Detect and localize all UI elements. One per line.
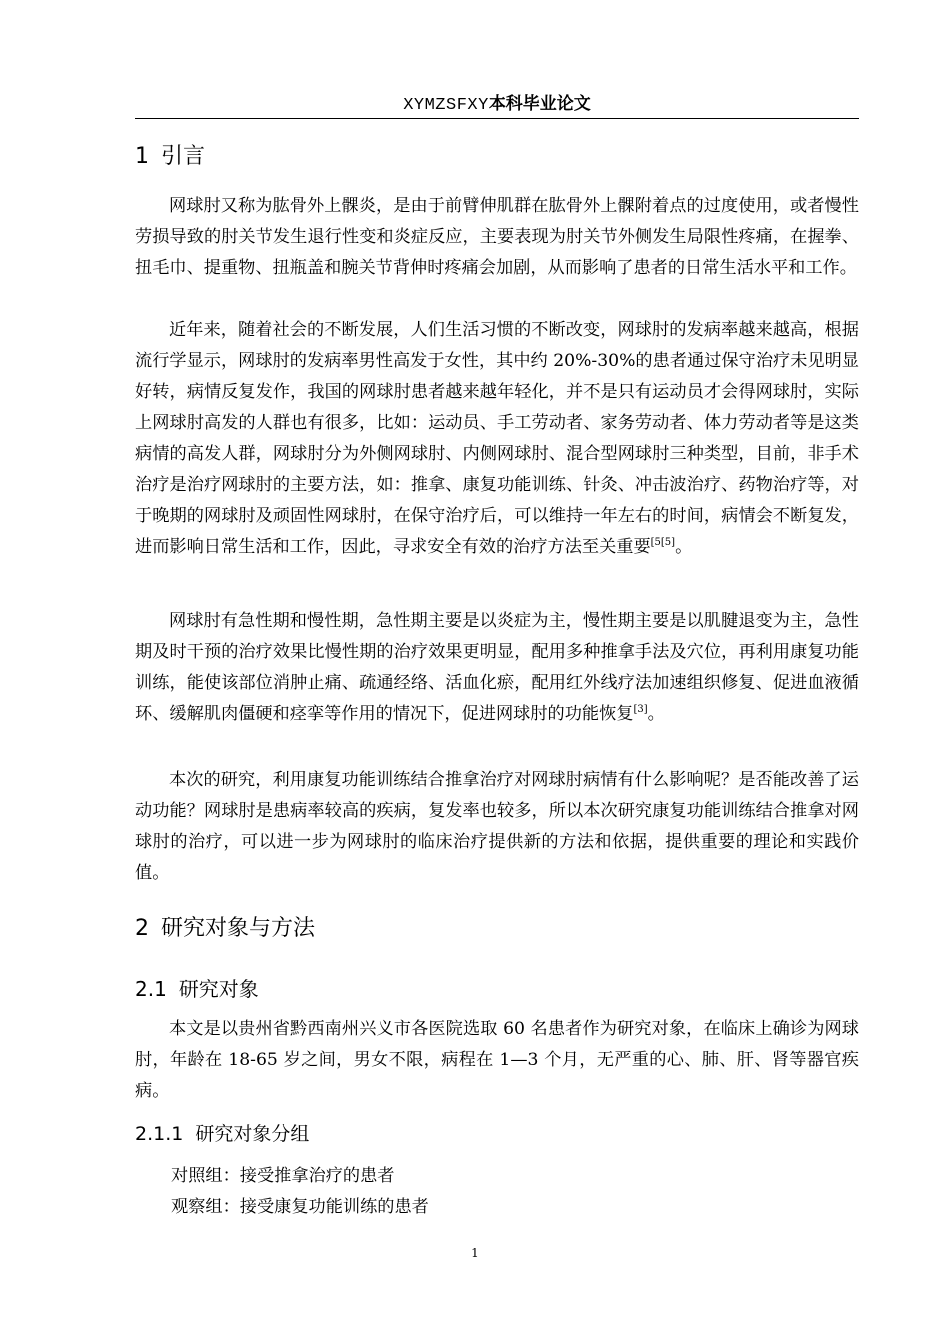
section-1-heading — [135, 142, 205, 172]
paragraph-intro-1: 网球肘又称为肱骨外上髁炎，是由于前臂伸肌群在肱骨外上髁附着点的过度使用，或者慢性劳损导致的肘关节发生退行性变和炎症反应，主要表现为肘关节外侧发生局限性疼痛，在握拳、扭毛巾、提重物、扭瓶盖和腕关节背伸时疼痛会加剧，从而影响了患者的日常生活水平和工作。 — [135, 196, 859, 278]
header-doc-type: 本科毕业论文 — [488, 94, 591, 114]
section-2-1-1-heading — [135, 1121, 309, 1147]
page-header — [135, 92, 859, 118]
paragraph-intro-3 — [135, 606, 859, 730]
section-title: 研究对象分组 — [195, 1123, 310, 1145]
header-rule — [135, 118, 859, 119]
section-title: 研究对象与方法 — [161, 916, 316, 941]
paragraph-subjects: 本文是以贵州省黔西南州兴义市各医院选取 60 名患者作为研究对象，在临床上确诊为网球肘，年龄在 18-65 岁之间，男女不限，病程在 1—3 个月，无严重的心、肺、肝、肾等器官疾病。 — [135, 1019, 859, 1101]
section-number: 2.1.1 — [135, 1123, 184, 1145]
citation-ref: [5[5] — [650, 537, 676, 548]
section-number: 1 — [135, 144, 149, 169]
section-2-heading — [135, 914, 315, 944]
section-number: 2.1 — [135, 977, 167, 1001]
paragraph-text: 网球肘有急性期和慢性期，急性期主要是以炎症为主，慢性期主要是以肌腱退变为主，急性期及时干预的治疗效果比慢性期的治疗效果更明显，配用多种推拿手法及穴位，再利用康复功能训练，能使该部位消肿止痛、疏通经络、活血化瘀，配用红外线疗法加速组织修复、促进血液循环、缓解肌肉僵硬和痉挛等作用的情况下，促进网球肘的功能恢复 — [135, 611, 859, 724]
page-number: 1 — [471, 1246, 479, 1260]
control-group-line: 对照组：接受推拿治疗的患者 — [171, 1166, 395, 1186]
section-2-1-heading — [135, 975, 259, 1003]
header-school-code: XYMZSFXY — [403, 96, 489, 115]
paragraph-intro-4: 本次的研究，利用康复功能训练结合推拿治疗对网球肘病情有什么影响呢？是否能改善了运动功能？网球肘是患病率较高的疾病，复发率也较多，所以本次研究康复功能训练结合推拿对网球肘的治疗，可以进一步为网球肘的临床治疗提供新的方法和依据，提供重要的理论和实践价值。 — [135, 770, 859, 883]
paragraph-end: 。 — [675, 537, 693, 557]
paragraph-text: 近年来，随着社会的不断发展，人们生活习惯的不断改变，网球肘的发病率越来越高，根据流行学显示，网球肘的发病率男性高发于女性，其中约 20%-30%的患者通过保守治疗未见明显好转，病情反复发作，我国的网球肘患者越来越年轻化，并不是只有运动员才会得网球肘，实际上网球肘高发的人群也有很多，比如：运动员、手工劳动者、家务劳动者、体力劳动者等是这类病情的高发人群，网球肘分为外侧网球肘、内侧网球肘、混合型网球肘三种类型，目前，非手术治疗是治疗网球肘的主要方法，如：推拿、康复功能训练、针灸、冲击波治疗、药物治疗等，对于晚期的网球肘及顽固性网球肘，在保守治疗后，可以维持一年左右的时间，病情会不断复发，进而影响日常生活和工作，因此，寻求安全有效的治疗方法至关重要 — [135, 320, 859, 557]
observation-group-line: 观察组：接受康复功能训练的患者 — [171, 1197, 429, 1217]
paragraph-end: 。 — [647, 704, 665, 724]
citation-ref: [3] — [633, 704, 648, 715]
section-number: 2 — [135, 916, 149, 941]
section-title: 引言 — [161, 144, 206, 169]
section-title: 研究对象 — [178, 977, 259, 1001]
paragraph-intro-2 — [135, 315, 859, 563]
